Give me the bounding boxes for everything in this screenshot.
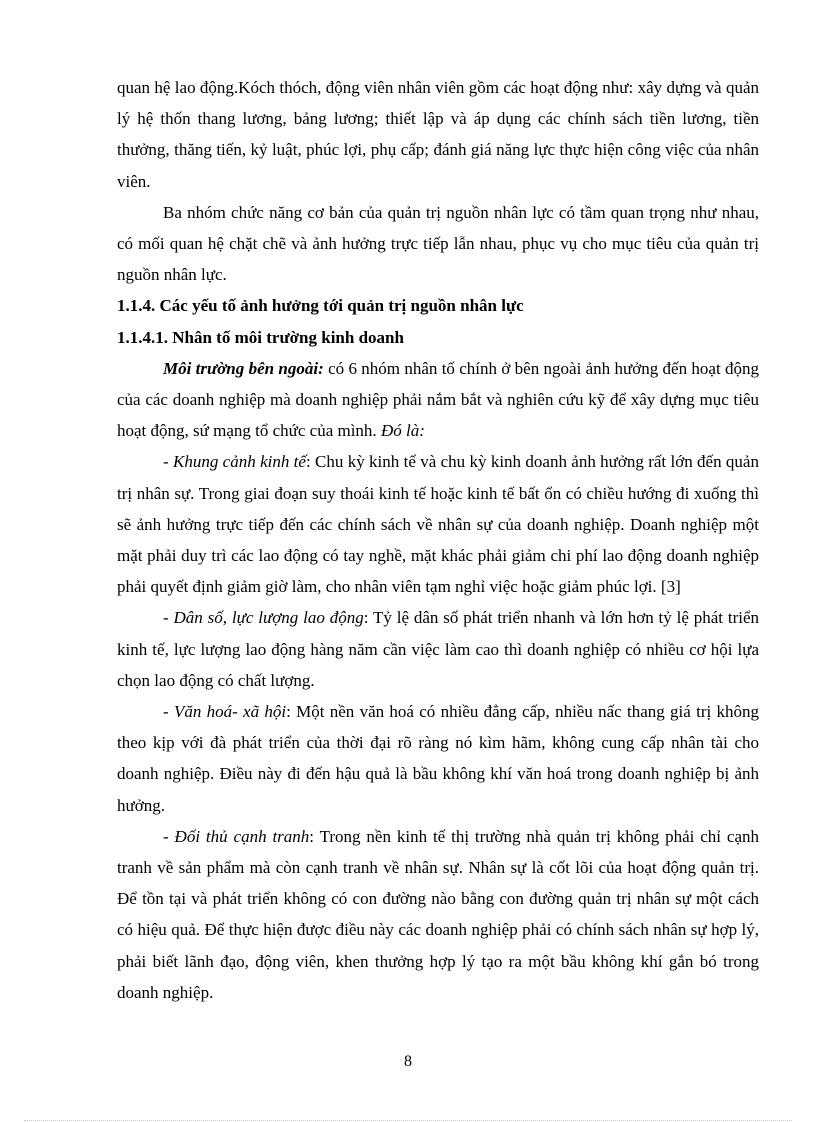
page-number: 8 bbox=[404, 1053, 412, 1070]
factor-label: - Văn hoá- xã hội bbox=[163, 702, 287, 722]
body-text bbox=[117, 72, 759, 1008]
paragraph-external-environment bbox=[117, 353, 759, 447]
factor-label: - Đối thủ cạnh tranh bbox=[163, 826, 310, 846]
factor-culture bbox=[117, 696, 759, 821]
page-bottom-divider bbox=[24, 1120, 792, 1121]
factor-text: : Trong nền kinh tế thị trường nhà quản trị không phải chỉ cạnh tranh về sản phẩm mà còn cạnh tranh về nhân sự. Nhân sự là cốt lõi của hoạt động quản trị. Để tồn tại và phát triển không có con đường nào bằng con đường quản trị nhân sự một cách có hiệu quả. Để thực hiện được điều này các doanh nghiệp phải có chính sách nhân sự hợp lý, phải biết lãnh đạo, động viên, khen thưởng hợp lý tạo ra một bầu không khí gắn bó trong doanh nghiệp. bbox=[117, 826, 759, 1002]
external-environment-tail: Đó là: bbox=[380, 421, 425, 441]
factor-label: - Dân số, lực lượng lao động bbox=[163, 608, 364, 628]
factor-label: - Khung cảnh kinh tế bbox=[163, 452, 306, 472]
external-environment-text: có 6 nhóm nhân tố chính ở bên ngoài ảnh hưởng đến hoạt động của các doanh nghiệp mà doanh nghiệp phải nắm bắt và nghiên cứu kỹ để xây dựng mục tiêu hoạt động, sứ mạng tổ chức của mình. bbox=[117, 358, 759, 441]
subsection-heading: 1.1.4.1. Nhân tố môi trường kinh doanh bbox=[117, 327, 404, 347]
factor-text: : Tỷ lệ dân số phát triển nhanh và lớn hơn tỷ lệ phát triển kinh tế, lực lượng lao động hàng năm cần việc làm cao thì doanh nghiệp có nhiều cơ hội lựa chọn lao động có chất lượng. bbox=[117, 608, 760, 690]
factor-text: : Chu kỳ kinh tế và chu kỳ kinh doanh ảnh hưởng rất lớn đến quản trị nhân sự. Trong giai đoạn suy thoái kinh tế hoặc kinh tế bất ổn có chiều hướng đi xuống thì sẽ ảnh hưởng trực tiếp đến các chính sách về nhân sự của doanh nghiệp. Doanh nghiệp một mặt phải duy trì các lao động có tay nghề, mặt khác phải giảm chi phí lao động doanh nghiệp phải quyết định giảm giờ làm, cho nhân viên tạm nghỉ việc hoặc giảm phúc lợi. [3] bbox=[117, 452, 759, 597]
factor-economy bbox=[117, 446, 759, 602]
paragraph-summary: Ba nhóm chức năng cơ bản của quản trị nguồn nhân lực có tầm quan trọng như nhau, có mối quan hệ chặt chẽ và ảnh hưởng trực tiếp lẫn nhau, phục vụ cho mục tiêu của quản trị nguồn nhân lực. bbox=[117, 202, 759, 285]
factor-text: : Một nền văn hoá có nhiều đẳng cấp, nhiều nấc thang giá trị không theo kịp với đà phát triển của thời đại rõ ràng nó kìm hãm, không cung cấp nhân tài cho doanh nghiệp. Điều này đi đến hậu quả là bầu không khí văn hoá trong doanh nghiệp bị ảnh hưởng. bbox=[117, 702, 760, 815]
factor-competitors bbox=[117, 821, 759, 1008]
paragraph-continuation: quan hệ lao động.Kóch thóch, động viên nhân viên gồm các hoạt động như: xây dựng và quản lý hệ thốn thang lương, bảng lương; thiết lập và áp dụng các chính sách tiền lương, tiền thưởng, thăng tiến, kỷ luật, phúc lợi, phụ cấp; đánh giá năng lực thực hiện công việc của nhân viên. bbox=[117, 78, 759, 191]
factor-population bbox=[117, 602, 759, 696]
external-environment-label: Môi trường bên ngoài: bbox=[163, 358, 324, 378]
section-heading: 1.1.4. Các yếu tố ảnh hưởng tới quản trị nguồn nhân lực bbox=[117, 296, 524, 316]
